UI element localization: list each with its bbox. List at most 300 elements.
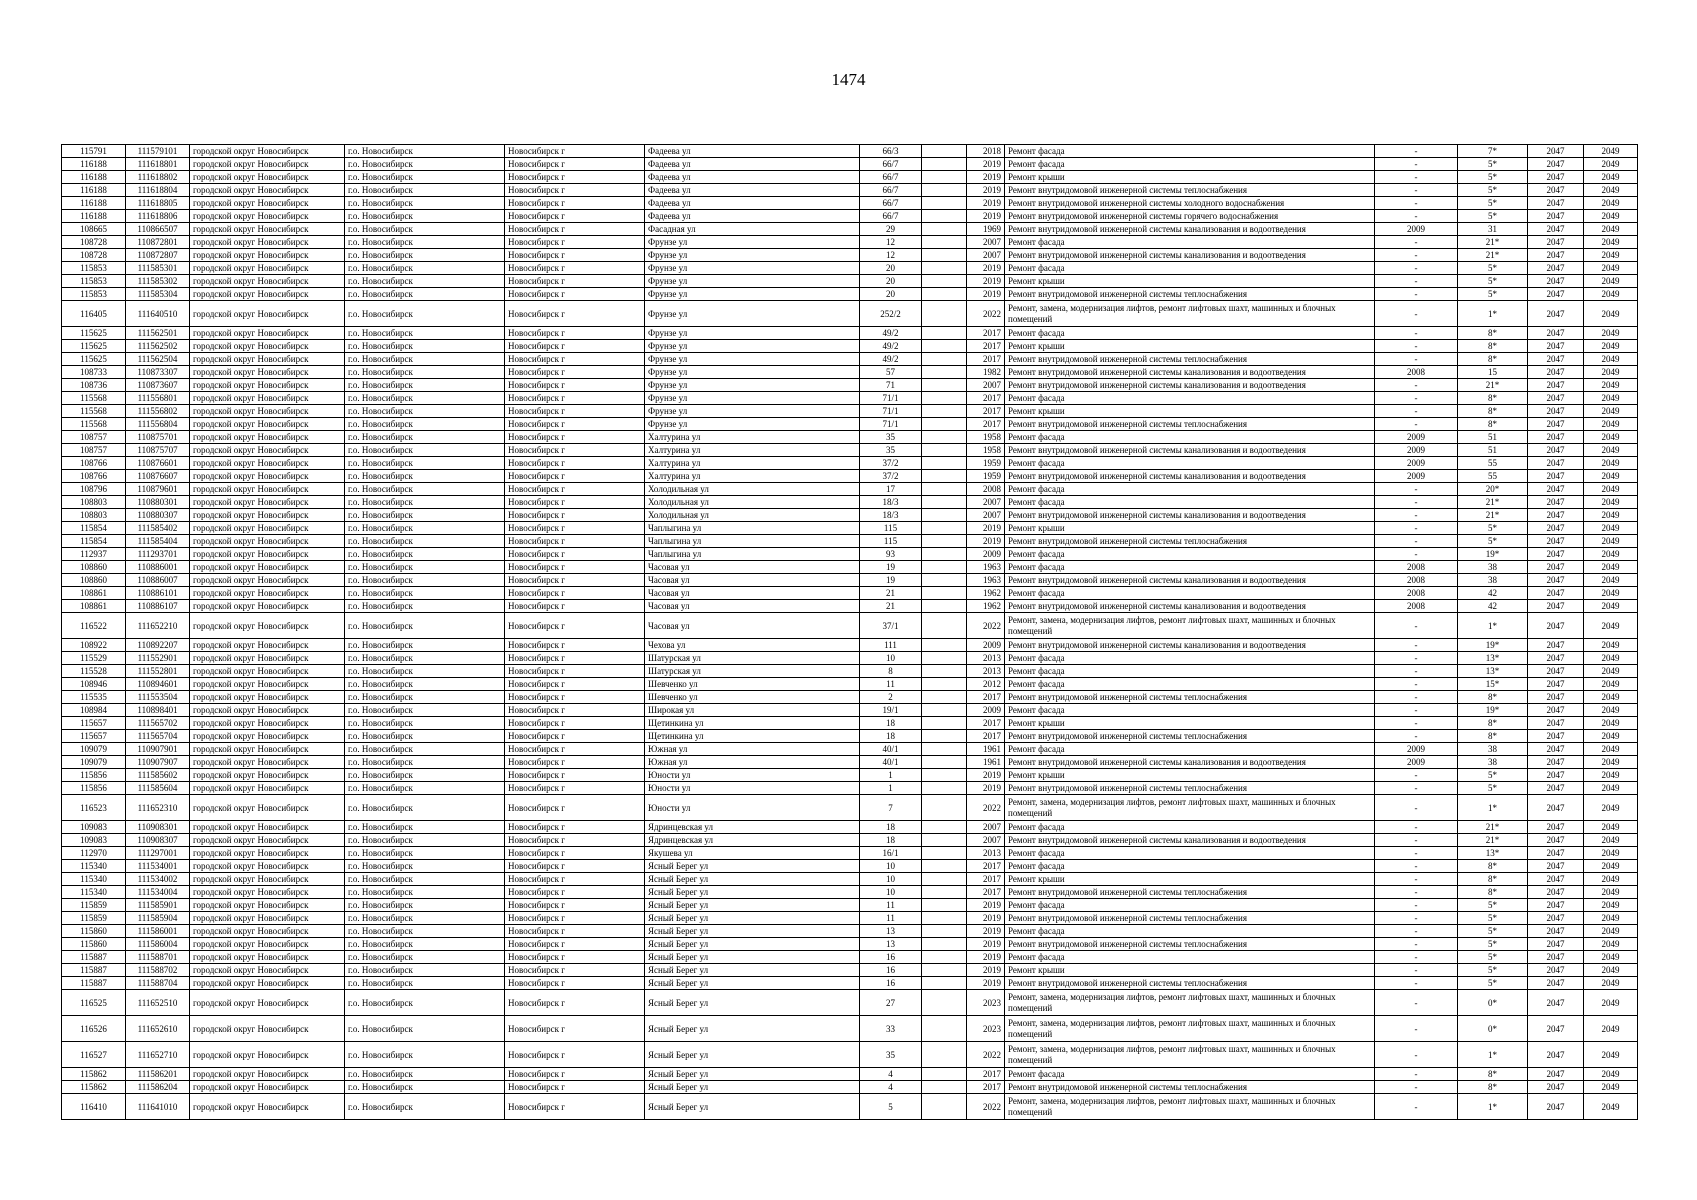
repair-registry-table	[61, 144, 1638, 1120]
age-cell: 5*	[1458, 938, 1528, 951]
plan-start-year-cell: 2047	[1528, 483, 1584, 496]
plan-end-year-cell: 2049	[1584, 405, 1638, 418]
house-id-cell: 115528	[62, 665, 126, 678]
street-cell: Ясный Берег ул	[645, 990, 860, 1016]
street-cell: Ясный Берег ул	[645, 964, 860, 977]
district-cell: городской округ Новосибирск	[190, 405, 345, 418]
build-year-cell: 2023	[967, 990, 1005, 1016]
age-cell: 51	[1458, 431, 1528, 444]
municipality-cell: г.о. Новосибирск	[345, 509, 505, 522]
work-code-cell: 110894601	[126, 678, 190, 691]
municipality-cell: г.о. Новосибирск	[345, 223, 505, 236]
house-id-cell: 115340	[62, 873, 126, 886]
plan-start-year-cell: 2047	[1528, 522, 1584, 535]
house-id-cell: 108860	[62, 574, 126, 587]
build-year-cell: 2019	[967, 171, 1005, 184]
house-number-cell: 71/1	[860, 392, 922, 405]
city-cell: Новосибирск г	[505, 561, 645, 574]
municipality-cell: г.о. Новосибирск	[345, 912, 505, 925]
empty-cell	[922, 925, 967, 938]
last-repair-year-cell: 2008	[1375, 574, 1458, 587]
table-row	[62, 366, 1638, 379]
city-cell: Новосибирск г	[505, 496, 645, 509]
city-cell: Новосибирск г	[505, 678, 645, 691]
empty-cell	[922, 899, 967, 912]
empty-cell	[922, 366, 967, 379]
work-type-cell: Ремонт фасада	[1005, 847, 1375, 860]
municipality-cell: г.о. Новосибирск	[345, 197, 505, 210]
plan-start-year-cell: 2047	[1528, 899, 1584, 912]
build-year-cell: 1982	[967, 366, 1005, 379]
house-id-cell: 108984	[62, 704, 126, 717]
table-row	[62, 275, 1638, 288]
plan-start-year-cell: 2047	[1528, 509, 1584, 522]
work-type-cell: Ремонт фасада	[1005, 236, 1375, 249]
city-cell: Новосибирск г	[505, 886, 645, 899]
house-number-cell: 11	[860, 912, 922, 925]
house-id-cell: 108861	[62, 600, 126, 613]
district-cell: городской округ Новосибирск	[190, 743, 345, 756]
plan-start-year-cell: 2047	[1528, 1016, 1584, 1042]
municipality-cell: г.о. Новосибирск	[345, 964, 505, 977]
age-cell: 21*	[1458, 249, 1528, 262]
city-cell: Новосибирск г	[505, 1094, 645, 1120]
house-number-cell: 1	[860, 769, 922, 782]
age-cell: 5*	[1458, 288, 1528, 301]
municipality-cell: г.о. Новосибирск	[345, 769, 505, 782]
city-cell: Новосибирск г	[505, 457, 645, 470]
house-id-cell: 116188	[62, 171, 126, 184]
work-type-cell: Ремонт фасада	[1005, 392, 1375, 405]
work-type-cell: Ремонт фасада	[1005, 821, 1375, 834]
empty-cell	[922, 275, 967, 288]
plan-end-year-cell: 2049	[1584, 574, 1638, 587]
empty-cell	[922, 236, 967, 249]
plan-start-year-cell: 2047	[1528, 613, 1584, 639]
empty-cell	[922, 288, 967, 301]
street-cell: Фрунзе ул	[645, 301, 860, 327]
city-cell: Новосибирск г	[505, 834, 645, 847]
house-id-cell: 116188	[62, 197, 126, 210]
table-row	[62, 912, 1638, 925]
table-row	[62, 782, 1638, 795]
age-cell: 5*	[1458, 912, 1528, 925]
build-year-cell: 2022	[967, 613, 1005, 639]
house-id-cell: 116188	[62, 158, 126, 171]
house-number-cell: 111	[860, 639, 922, 652]
plan-end-year-cell: 2049	[1584, 899, 1638, 912]
house-number-cell: 5	[860, 1094, 922, 1120]
house-number-cell: 49/2	[860, 353, 922, 366]
house-number-cell: 19	[860, 561, 922, 574]
house-id-cell: 109079	[62, 756, 126, 769]
table-row	[62, 1042, 1638, 1068]
empty-cell	[922, 379, 967, 392]
house-id-cell: 115860	[62, 938, 126, 951]
street-cell: Юности ул	[645, 795, 860, 821]
age-cell: 19*	[1458, 548, 1528, 561]
district-cell: городской округ Новосибирск	[190, 223, 345, 236]
empty-cell	[922, 418, 967, 431]
city-cell: Новосибирск г	[505, 743, 645, 756]
house-number-cell: 12	[860, 236, 922, 249]
district-cell: городской округ Новосибирск	[190, 730, 345, 743]
house-id-cell: 116405	[62, 301, 126, 327]
age-cell: 5*	[1458, 782, 1528, 795]
plan-start-year-cell: 2047	[1528, 457, 1584, 470]
house-id-cell: 115625	[62, 327, 126, 340]
build-year-cell: 2017	[967, 886, 1005, 899]
work-code-cell: 110880301	[126, 496, 190, 509]
last-repair-year-cell: -	[1375, 210, 1458, 223]
plan-end-year-cell: 2049	[1584, 340, 1638, 353]
last-repair-year-cell: -	[1375, 1016, 1458, 1042]
empty-cell	[922, 769, 967, 782]
plan-start-year-cell: 2047	[1528, 860, 1584, 873]
plan-end-year-cell: 2049	[1584, 860, 1638, 873]
house-number-cell: 18	[860, 717, 922, 730]
table-row	[62, 600, 1638, 613]
house-number-cell: 21	[860, 587, 922, 600]
street-cell: Халтурина ул	[645, 470, 860, 483]
plan-start-year-cell: 2047	[1528, 795, 1584, 821]
house-number-cell: 66/3	[860, 145, 922, 158]
work-code-cell: 111586004	[126, 938, 190, 951]
build-year-cell: 1963	[967, 574, 1005, 587]
street-cell: Якушева ул	[645, 847, 860, 860]
table-row	[62, 431, 1638, 444]
last-repair-year-cell: -	[1375, 145, 1458, 158]
empty-cell	[922, 587, 967, 600]
municipality-cell: г.о. Новосибирск	[345, 561, 505, 574]
work-type-cell: Ремонт фасада	[1005, 431, 1375, 444]
city-cell: Новосибирск г	[505, 405, 645, 418]
work-type-cell: Ремонт фасада	[1005, 496, 1375, 509]
plan-end-year-cell: 2049	[1584, 964, 1638, 977]
city-cell: Новосибирск г	[505, 925, 645, 938]
house-id-cell: 115657	[62, 717, 126, 730]
plan-start-year-cell: 2047	[1528, 834, 1584, 847]
house-id-cell: 115860	[62, 925, 126, 938]
last-repair-year-cell: 2009	[1375, 431, 1458, 444]
work-type-cell: Ремонт внутридомовой инженерной системы канализования и водоотведения	[1005, 600, 1375, 613]
work-type-cell: Ремонт внутридомовой инженерной системы теплоснабжения	[1005, 1081, 1375, 1094]
district-cell: городской округ Новосибирск	[190, 574, 345, 587]
city-cell: Новосибирск г	[505, 509, 645, 522]
empty-cell	[922, 795, 967, 821]
build-year-cell: 2017	[967, 691, 1005, 704]
city-cell: Новосибирск г	[505, 769, 645, 782]
city-cell: Новосибирск г	[505, 340, 645, 353]
house-number-cell: 29	[860, 223, 922, 236]
work-type-cell: Ремонт внутридомовой инженерной системы теплоснабжения	[1005, 691, 1375, 704]
house-number-cell: 17	[860, 483, 922, 496]
empty-cell	[922, 704, 967, 717]
age-cell: 38	[1458, 756, 1528, 769]
municipality-cell: г.о. Новосибирск	[345, 444, 505, 457]
street-cell: Фрунзе ул	[645, 379, 860, 392]
district-cell: городской округ Новосибирск	[190, 1016, 345, 1042]
district-cell: городской округ Новосибирск	[190, 431, 345, 444]
table-row	[62, 262, 1638, 275]
empty-cell	[922, 1042, 967, 1068]
empty-cell	[922, 847, 967, 860]
district-cell: городской округ Новосибирск	[190, 847, 345, 860]
empty-cell	[922, 860, 967, 873]
empty-cell	[922, 509, 967, 522]
city-cell: Новосибирск г	[505, 392, 645, 405]
city-cell: Новосибирск г	[505, 522, 645, 535]
house-number-cell: 66/7	[860, 184, 922, 197]
empty-cell	[922, 639, 967, 652]
municipality-cell: г.о. Новосибирск	[345, 405, 505, 418]
work-code-cell: 110876607	[126, 470, 190, 483]
city-cell: Новосибирск г	[505, 1016, 645, 1042]
build-year-cell: 1962	[967, 600, 1005, 613]
house-number-cell: 19/1	[860, 704, 922, 717]
plan-start-year-cell: 2047	[1528, 756, 1584, 769]
table-row	[62, 613, 1638, 639]
street-cell: Фрунзе ул	[645, 236, 860, 249]
work-code-cell: 111618804	[126, 184, 190, 197]
work-type-cell: Ремонт, замена, модернизация лифтов, ремонт лифтовых шахт, машинных и блочных помещений	[1005, 1094, 1375, 1120]
city-cell: Новосибирск г	[505, 990, 645, 1016]
work-code-cell: 111652210	[126, 613, 190, 639]
street-cell: Фадеева ул	[645, 145, 860, 158]
table-row	[62, 353, 1638, 366]
house-number-cell: 37/2	[860, 457, 922, 470]
district-cell: городской округ Новосибирск	[190, 704, 345, 717]
work-code-cell: 111640510	[126, 301, 190, 327]
build-year-cell: 2022	[967, 1042, 1005, 1068]
empty-cell	[922, 977, 967, 990]
table-row	[62, 327, 1638, 340]
district-cell: городской округ Новосибирск	[190, 197, 345, 210]
municipality-cell: г.о. Новосибирск	[345, 340, 505, 353]
last-repair-year-cell: -	[1375, 860, 1458, 873]
build-year-cell: 2007	[967, 821, 1005, 834]
build-year-cell: 2012	[967, 678, 1005, 691]
municipality-cell: г.о. Новосибирск	[345, 548, 505, 561]
last-repair-year-cell: 2008	[1375, 366, 1458, 379]
last-repair-year-cell: -	[1375, 288, 1458, 301]
table-row	[62, 847, 1638, 860]
house-number-cell: 8	[860, 665, 922, 678]
age-cell: 5*	[1458, 158, 1528, 171]
work-type-cell: Ремонт фасада	[1005, 158, 1375, 171]
city-cell: Новосибирск г	[505, 795, 645, 821]
municipality-cell: г.о. Новосибирск	[345, 1094, 505, 1120]
build-year-cell: 2017	[967, 340, 1005, 353]
municipality-cell: г.о. Новосибирск	[345, 496, 505, 509]
work-code-cell: 111588702	[126, 964, 190, 977]
district-cell: городской округ Новосибирск	[190, 535, 345, 548]
house-number-cell: 11	[860, 678, 922, 691]
plan-start-year-cell: 2047	[1528, 1094, 1584, 1120]
build-year-cell: 2009	[967, 548, 1005, 561]
city-cell: Новосибирск г	[505, 431, 645, 444]
district-cell: городской округ Новосибирск	[190, 561, 345, 574]
plan-end-year-cell: 2049	[1584, 483, 1638, 496]
city-cell: Новосибирск г	[505, 249, 645, 262]
street-cell: Ясный Берег ул	[645, 925, 860, 938]
municipality-cell: г.о. Новосибирск	[345, 574, 505, 587]
work-type-cell: Ремонт фасада	[1005, 587, 1375, 600]
plan-end-year-cell: 2049	[1584, 639, 1638, 652]
empty-cell	[922, 262, 967, 275]
municipality-cell: г.о. Новосибирск	[345, 457, 505, 470]
table-row	[62, 197, 1638, 210]
city-cell: Новосибирск г	[505, 613, 645, 639]
build-year-cell: 2017	[967, 730, 1005, 743]
age-cell: 38	[1458, 561, 1528, 574]
table-row	[62, 1081, 1638, 1094]
municipality-cell: г.о. Новосибирск	[345, 613, 505, 639]
house-number-cell: 71/1	[860, 405, 922, 418]
work-code-cell: 110892207	[126, 639, 190, 652]
build-year-cell: 2022	[967, 1094, 1005, 1120]
house-number-cell: 18/3	[860, 496, 922, 509]
table-row	[62, 652, 1638, 665]
plan-start-year-cell: 2047	[1528, 210, 1584, 223]
plan-end-year-cell: 2049	[1584, 1042, 1638, 1068]
work-type-cell: Ремонт, замена, модернизация лифтов, ремонт лифтовых шахт, машинных и блочных помещений	[1005, 1042, 1375, 1068]
district-cell: городской округ Новосибирск	[190, 522, 345, 535]
empty-cell	[922, 561, 967, 574]
plan-start-year-cell: 2047	[1528, 353, 1584, 366]
work-type-cell: Ремонт, замена, модернизация лифтов, ремонт лифтовых шахт, машинных и блочных помещений	[1005, 990, 1375, 1016]
street-cell: Халтурина ул	[645, 431, 860, 444]
build-year-cell: 1958	[967, 444, 1005, 457]
last-repair-year-cell: -	[1375, 652, 1458, 665]
district-cell: городской округ Новосибирск	[190, 327, 345, 340]
work-code-cell: 111534002	[126, 873, 190, 886]
city-cell: Новосибирск г	[505, 223, 645, 236]
district-cell: городской округ Новосибирск	[190, 717, 345, 730]
age-cell: 15*	[1458, 678, 1528, 691]
plan-end-year-cell: 2049	[1584, 847, 1638, 860]
street-cell: Шатурская ул	[645, 652, 860, 665]
work-type-cell: Ремонт внутридомовой инженерной системы канализования и водоотведения	[1005, 223, 1375, 236]
work-type-cell: Ремонт внутридомовой инженерной системы канализования и водоотведения	[1005, 444, 1375, 457]
municipality-cell: г.о. Новосибирск	[345, 821, 505, 834]
plan-start-year-cell: 2047	[1528, 743, 1584, 756]
empty-cell	[922, 353, 967, 366]
age-cell: 19*	[1458, 704, 1528, 717]
empty-cell	[922, 886, 967, 899]
house-id-cell: 115859	[62, 899, 126, 912]
table-row	[62, 509, 1638, 522]
build-year-cell: 2019	[967, 288, 1005, 301]
plan-start-year-cell: 2047	[1528, 184, 1584, 197]
district-cell: городской округ Новосибирск	[190, 249, 345, 262]
street-cell: Ясный Берег ул	[645, 1016, 860, 1042]
empty-cell	[922, 1081, 967, 1094]
city-cell: Новосибирск г	[505, 951, 645, 964]
city-cell: Новосибирск г	[505, 353, 645, 366]
plan-end-year-cell: 2049	[1584, 691, 1638, 704]
city-cell: Новосибирск г	[505, 1042, 645, 1068]
house-number-cell: 49/2	[860, 340, 922, 353]
house-number-cell: 27	[860, 990, 922, 1016]
age-cell: 8*	[1458, 860, 1528, 873]
district-cell: городской округ Новосибирск	[190, 964, 345, 977]
empty-cell	[922, 223, 967, 236]
build-year-cell: 2017	[967, 1068, 1005, 1081]
house-number-cell: 10	[860, 886, 922, 899]
plan-start-year-cell: 2047	[1528, 327, 1584, 340]
street-cell: Чаплыгина ул	[645, 535, 860, 548]
district-cell: городской округ Новосибирск	[190, 340, 345, 353]
table-row	[62, 444, 1638, 457]
build-year-cell: 2019	[967, 964, 1005, 977]
municipality-cell: г.о. Новосибирск	[345, 392, 505, 405]
house-id-cell: 116188	[62, 210, 126, 223]
house-number-cell: 20	[860, 275, 922, 288]
house-number-cell: 7	[860, 795, 922, 821]
plan-end-year-cell: 2049	[1584, 470, 1638, 483]
last-repair-year-cell: 2009	[1375, 223, 1458, 236]
municipality-cell: г.о. Новосибирск	[345, 210, 505, 223]
district-cell: городской округ Новосибирск	[190, 184, 345, 197]
last-repair-year-cell: -	[1375, 171, 1458, 184]
plan-end-year-cell: 2049	[1584, 977, 1638, 990]
empty-cell	[922, 730, 967, 743]
build-year-cell: 2019	[967, 769, 1005, 782]
plan-end-year-cell: 2049	[1584, 275, 1638, 288]
work-code-cell: 111586204	[126, 1081, 190, 1094]
street-cell: Холодильная ул	[645, 483, 860, 496]
city-cell: Новосибирск г	[505, 899, 645, 912]
house-number-cell: 1	[860, 782, 922, 795]
build-year-cell: 2023	[967, 1016, 1005, 1042]
last-repair-year-cell: -	[1375, 522, 1458, 535]
last-repair-year-cell: -	[1375, 951, 1458, 964]
house-id-cell: 115887	[62, 964, 126, 977]
plan-start-year-cell: 2047	[1528, 1081, 1584, 1094]
last-repair-year-cell: -	[1375, 613, 1458, 639]
street-cell: Фадеева ул	[645, 158, 860, 171]
municipality-cell: г.о. Новосибирск	[345, 756, 505, 769]
district-cell: городской округ Новосибирск	[190, 795, 345, 821]
district-cell: городской округ Новосибирск	[190, 379, 345, 392]
last-repair-year-cell: -	[1375, 691, 1458, 704]
municipality-cell: г.о. Новосибирск	[345, 418, 505, 431]
plan-start-year-cell: 2047	[1528, 704, 1584, 717]
empty-cell	[922, 522, 967, 535]
age-cell: 8*	[1458, 691, 1528, 704]
table-row	[62, 1016, 1638, 1042]
district-cell: городской округ Новосибирск	[190, 392, 345, 405]
work-type-cell: Ремонт внутридомовой инженерной системы теплоснабжения	[1005, 912, 1375, 925]
age-cell: 21*	[1458, 834, 1528, 847]
plan-start-year-cell: 2047	[1528, 600, 1584, 613]
last-repair-year-cell: -	[1375, 249, 1458, 262]
table-row	[62, 587, 1638, 600]
work-code-cell: 111297001	[126, 847, 190, 860]
municipality-cell: г.о. Новосибирск	[345, 470, 505, 483]
empty-cell	[922, 145, 967, 158]
house-number-cell: 18	[860, 821, 922, 834]
age-cell: 0*	[1458, 990, 1528, 1016]
municipality-cell: г.о. Новосибирск	[345, 249, 505, 262]
house-number-cell: 66/7	[860, 171, 922, 184]
street-cell: Ясный Берег ул	[645, 1094, 860, 1120]
house-id-cell: 115568	[62, 405, 126, 418]
plan-start-year-cell: 2047	[1528, 470, 1584, 483]
house-number-cell: 19	[860, 574, 922, 587]
table-row	[62, 301, 1638, 327]
